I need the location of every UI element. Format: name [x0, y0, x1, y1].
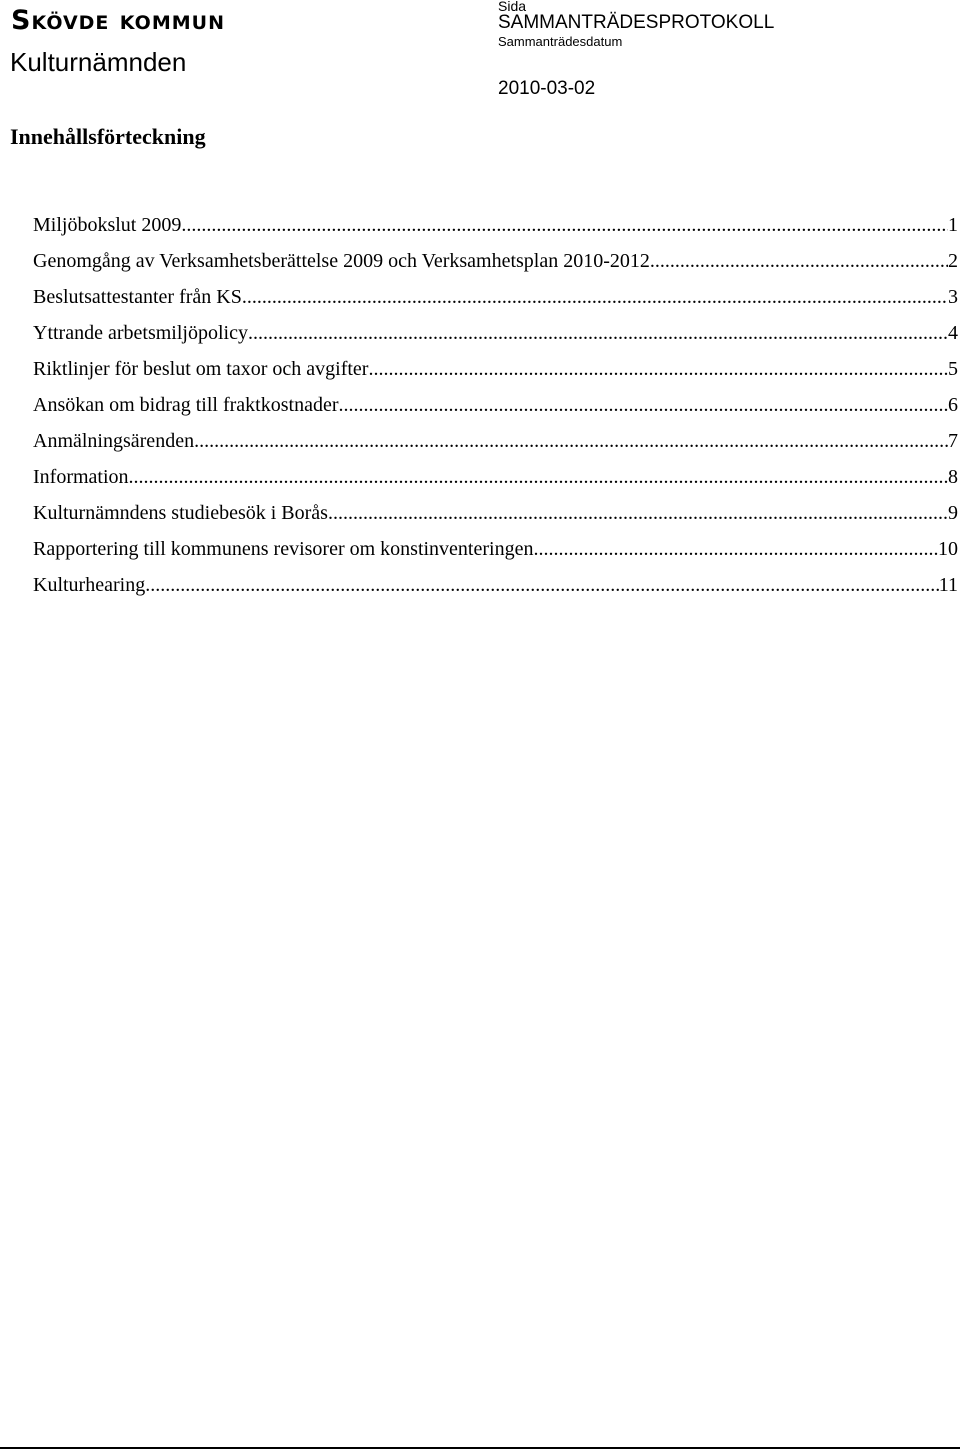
toc-entry[interactable]	[33, 315, 958, 351]
bottom-divider	[0, 1447, 960, 1449]
toc-leader-dots	[533, 531, 938, 567]
toc-entry[interactable]	[33, 351, 958, 387]
toc-entry[interactable]	[33, 531, 958, 567]
toc-entry[interactable]	[33, 423, 958, 459]
toc-entry-title: Anmälningsärenden	[33, 430, 195, 452]
toc-entry-page: 10	[938, 538, 958, 560]
toc-leader-dots	[650, 243, 948, 279]
toc-entry-page: 8	[948, 466, 958, 488]
toc-entry-title: Yttrande arbetsmiljöpolicy	[33, 322, 248, 344]
meeting-date: 2010-03-02	[498, 78, 596, 99]
toc-entry-title: Rapportering till kommunens revisorer om konstinventeringen	[33, 538, 534, 560]
toc-entry-page: 2	[948, 250, 958, 272]
toc-entry-page: 5	[948, 358, 958, 380]
toc-entry-title: Information	[33, 466, 129, 488]
toc-entry[interactable]	[33, 567, 958, 603]
toc-leader-dots	[368, 351, 948, 387]
toc-leader-dots	[181, 207, 948, 243]
toc-leader-dots	[129, 459, 948, 495]
toc-entry[interactable]	[33, 495, 958, 531]
toc-leader-dots	[248, 315, 948, 351]
toc-leader-dots	[242, 279, 948, 315]
toc-entry-title: Beslutsattestanter från KS	[33, 286, 242, 308]
toc-entry[interactable]	[33, 459, 958, 495]
toc-entry[interactable]	[33, 279, 958, 315]
toc-entry-page: 1	[948, 214, 958, 236]
toc-leader-dots	[145, 567, 939, 603]
toc-entry-page: 3	[948, 286, 958, 308]
toc-leader-dots	[328, 495, 948, 531]
toc-entry-title: Genomgång av Verksamhetsberättelse 2009 och Verksamhetsplan 2010-2012	[33, 250, 650, 272]
toc-entry-title: Riktlinjer för beslut om taxor och avgifter	[33, 358, 369, 380]
toc-entry-page: 11	[938, 574, 958, 596]
table-of-contents	[33, 207, 958, 603]
toc-entry[interactable]	[33, 387, 958, 423]
toc-entry-page: 9	[948, 502, 958, 524]
toc-entry-title: Ansökan om bidrag till fraktkostnader	[33, 394, 339, 416]
toc-heading: Innehållsförteckning	[10, 124, 206, 149]
toc-entry[interactable]	[33, 207, 958, 243]
toc-leader-dots	[194, 423, 948, 459]
meeting-date-label: Sammanträdesdatum	[498, 34, 623, 49]
committee-name: Kulturnämnden	[10, 47, 187, 77]
toc-entry-page: 6	[948, 394, 958, 416]
toc-entry-title: Kulturhearing	[33, 574, 146, 596]
toc-entry[interactable]	[33, 243, 958, 279]
document-type: SAMMANTRÄDESPROTOKOLL	[498, 12, 775, 33]
toc-entry-title: Miljöbokslut 2009	[33, 214, 182, 236]
page-label: Sida	[498, 0, 527, 14]
toc-entry-page: 4	[948, 322, 958, 344]
toc-leader-dots	[339, 387, 949, 423]
toc-entry-title: Kulturnämndens studiebesök i Borås	[33, 502, 328, 524]
organization-logo: Skövde kommun	[11, 5, 225, 36]
toc-entry-page: 7	[948, 430, 958, 452]
